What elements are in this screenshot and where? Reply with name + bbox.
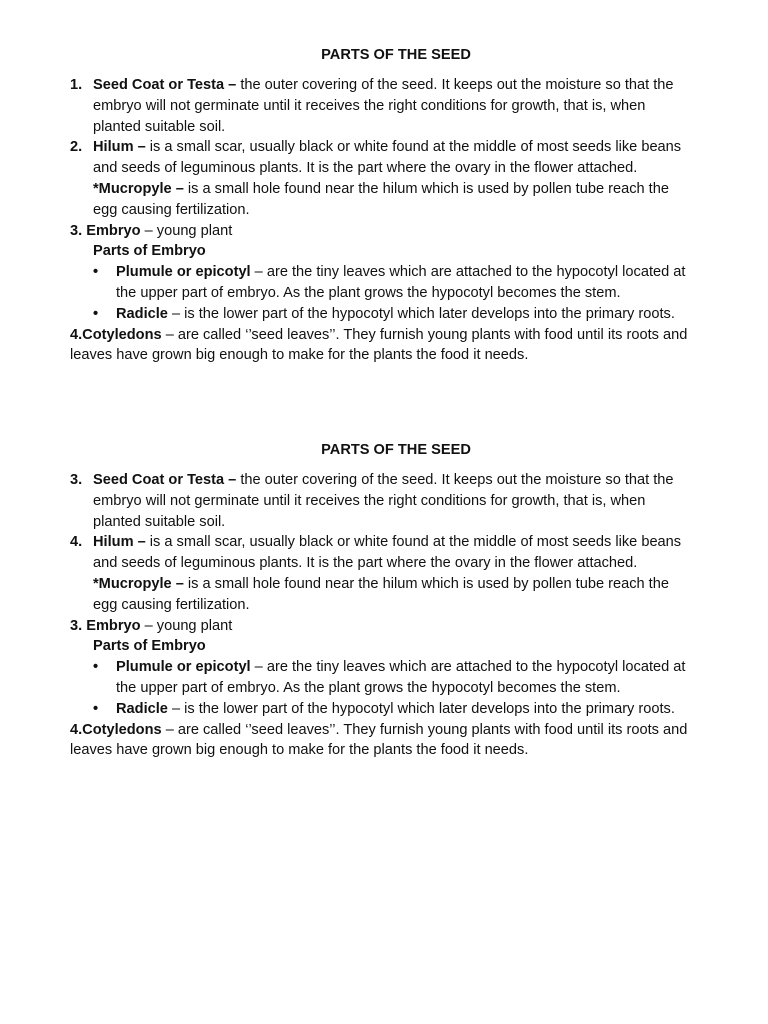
list-item-cotyledons [70,325,722,346]
definition-continued: embryo will not germinate until it receives the right conditions for growth, that is, when [93,97,646,114]
list-number: 3. [70,472,83,488]
term-label: Seed Coat or Testa – [93,472,237,488]
bullet-item-plumule [70,262,722,283]
definition-text: – is the lower part of the hypocotyl which later develops into the primary roots. [167,700,675,717]
definition-text: is a small hole found near the hilum which is used by pollen tube reach the [183,575,669,592]
definition-continued: and seeds of leguminous plants. It is the part where the ovary in the flower attached. [93,160,638,177]
bullet-icon: • [93,305,99,322]
definition-continued: and seeds of leguminous plants. It is the part where the ovary in the flower attached. [93,555,638,572]
bullet-icon: • [93,700,99,717]
bullet-icon: • [93,264,99,281]
definition-text: – is the lower part of the hypocotyl which later develops into the primary roots. [167,305,675,322]
definition-text: the outer covering of the seed. It keeps out the moisture so that the [236,472,674,488]
bullet-icon: • [93,659,99,676]
section-title: PARTS OF THE SEED [321,442,471,458]
definition-continued: the upper part of embryo. As the plant grows the hypocotyl becomes the stem. [116,284,621,301]
definition-text: – are called ‘’seed leaves’’. They furnish young plants with food until its roots and [161,326,688,343]
subheading-parts-of-embryo: Parts of Embryo [93,243,206,260]
section-title: PARTS OF THE SEED [321,47,471,63]
list-item-embryo [70,221,722,242]
seed-parts-section-1 [70,44,722,366]
list-item-hilum [70,137,722,158]
sub-item-mucropyle [70,574,722,595]
bullet-item-plumule [70,657,722,678]
definition-continued: the upper part of embryo. As the plant grows the hypocotyl becomes the stem. [116,679,621,696]
subheading-parts-of-embryo: Parts of Embryo [93,638,206,655]
definition-text: – are called ‘’seed leaves’’. They furnish young plants with food until its roots and [161,721,688,738]
term-label: Hilum – [93,534,146,551]
list-item-seed-coat [70,470,722,491]
definition-continued: egg causing fertilization. [93,201,250,218]
seed-parts-section-2 [70,439,722,761]
definition-text: is a small scar, usually black or white found at the middle of most seeds like beans [145,534,682,551]
bullet-item-radicle [70,699,722,720]
list-number: 1. [70,77,83,93]
definition-text: – young plant [140,617,233,634]
definition-text: is a small scar, usually black or white found at the middle of most seeds like beans [145,139,682,156]
list-number: 2. [70,139,83,156]
definition-continued: embryo will not germinate until it receives the right conditions for growth, that is, when [93,492,646,509]
term-label: Seed Coat or Testa – [93,77,237,93]
term-label: *Mucropyle – [93,575,184,592]
definition-continued: egg causing fertilization. [93,596,250,613]
definition-continued: leaves have grown big enough to make for the plants the food it needs. [70,347,529,364]
term-label: *Mucropyle – [93,180,184,197]
term-label: Radicle [116,700,168,717]
term-label: Plumule or epicotyl [116,264,251,281]
list-item-embryo [70,616,722,637]
bullet-item-radicle [70,304,722,325]
definition-continued: leaves have grown big enough to make for the plants the food it needs. [70,742,529,759]
term-label: 3. Embryo [70,222,141,239]
sub-item-mucropyle [70,179,722,200]
term-label: Radicle [116,305,168,322]
definition-text: the outer covering of the seed. It keeps out the moisture so that the [236,77,674,93]
definition-continued: planted suitable soil. [93,513,226,530]
definition-text: – are the tiny leaves which are attached to the hypocotyl located at [250,264,686,281]
definition-continued: planted suitable soil. [93,118,226,135]
term-label: 4.Cotyledons [70,326,162,343]
term-label: 4.Cotyledons [70,721,162,738]
term-label: Hilum – [93,139,146,156]
definition-text: – are the tiny leaves which are attached to the hypocotyl located at [250,659,686,676]
definition-text: – young plant [140,222,233,239]
list-item-hilum [70,532,722,553]
list-item-cotyledons [70,720,722,741]
list-number: 4. [70,534,83,551]
term-label: 3. Embryo [70,617,141,634]
definition-text: is a small hole found near the hilum which is used by pollen tube reach the [183,180,669,197]
term-label: Plumule or epicotyl [116,659,251,676]
list-item-seed-coat [70,75,722,96]
